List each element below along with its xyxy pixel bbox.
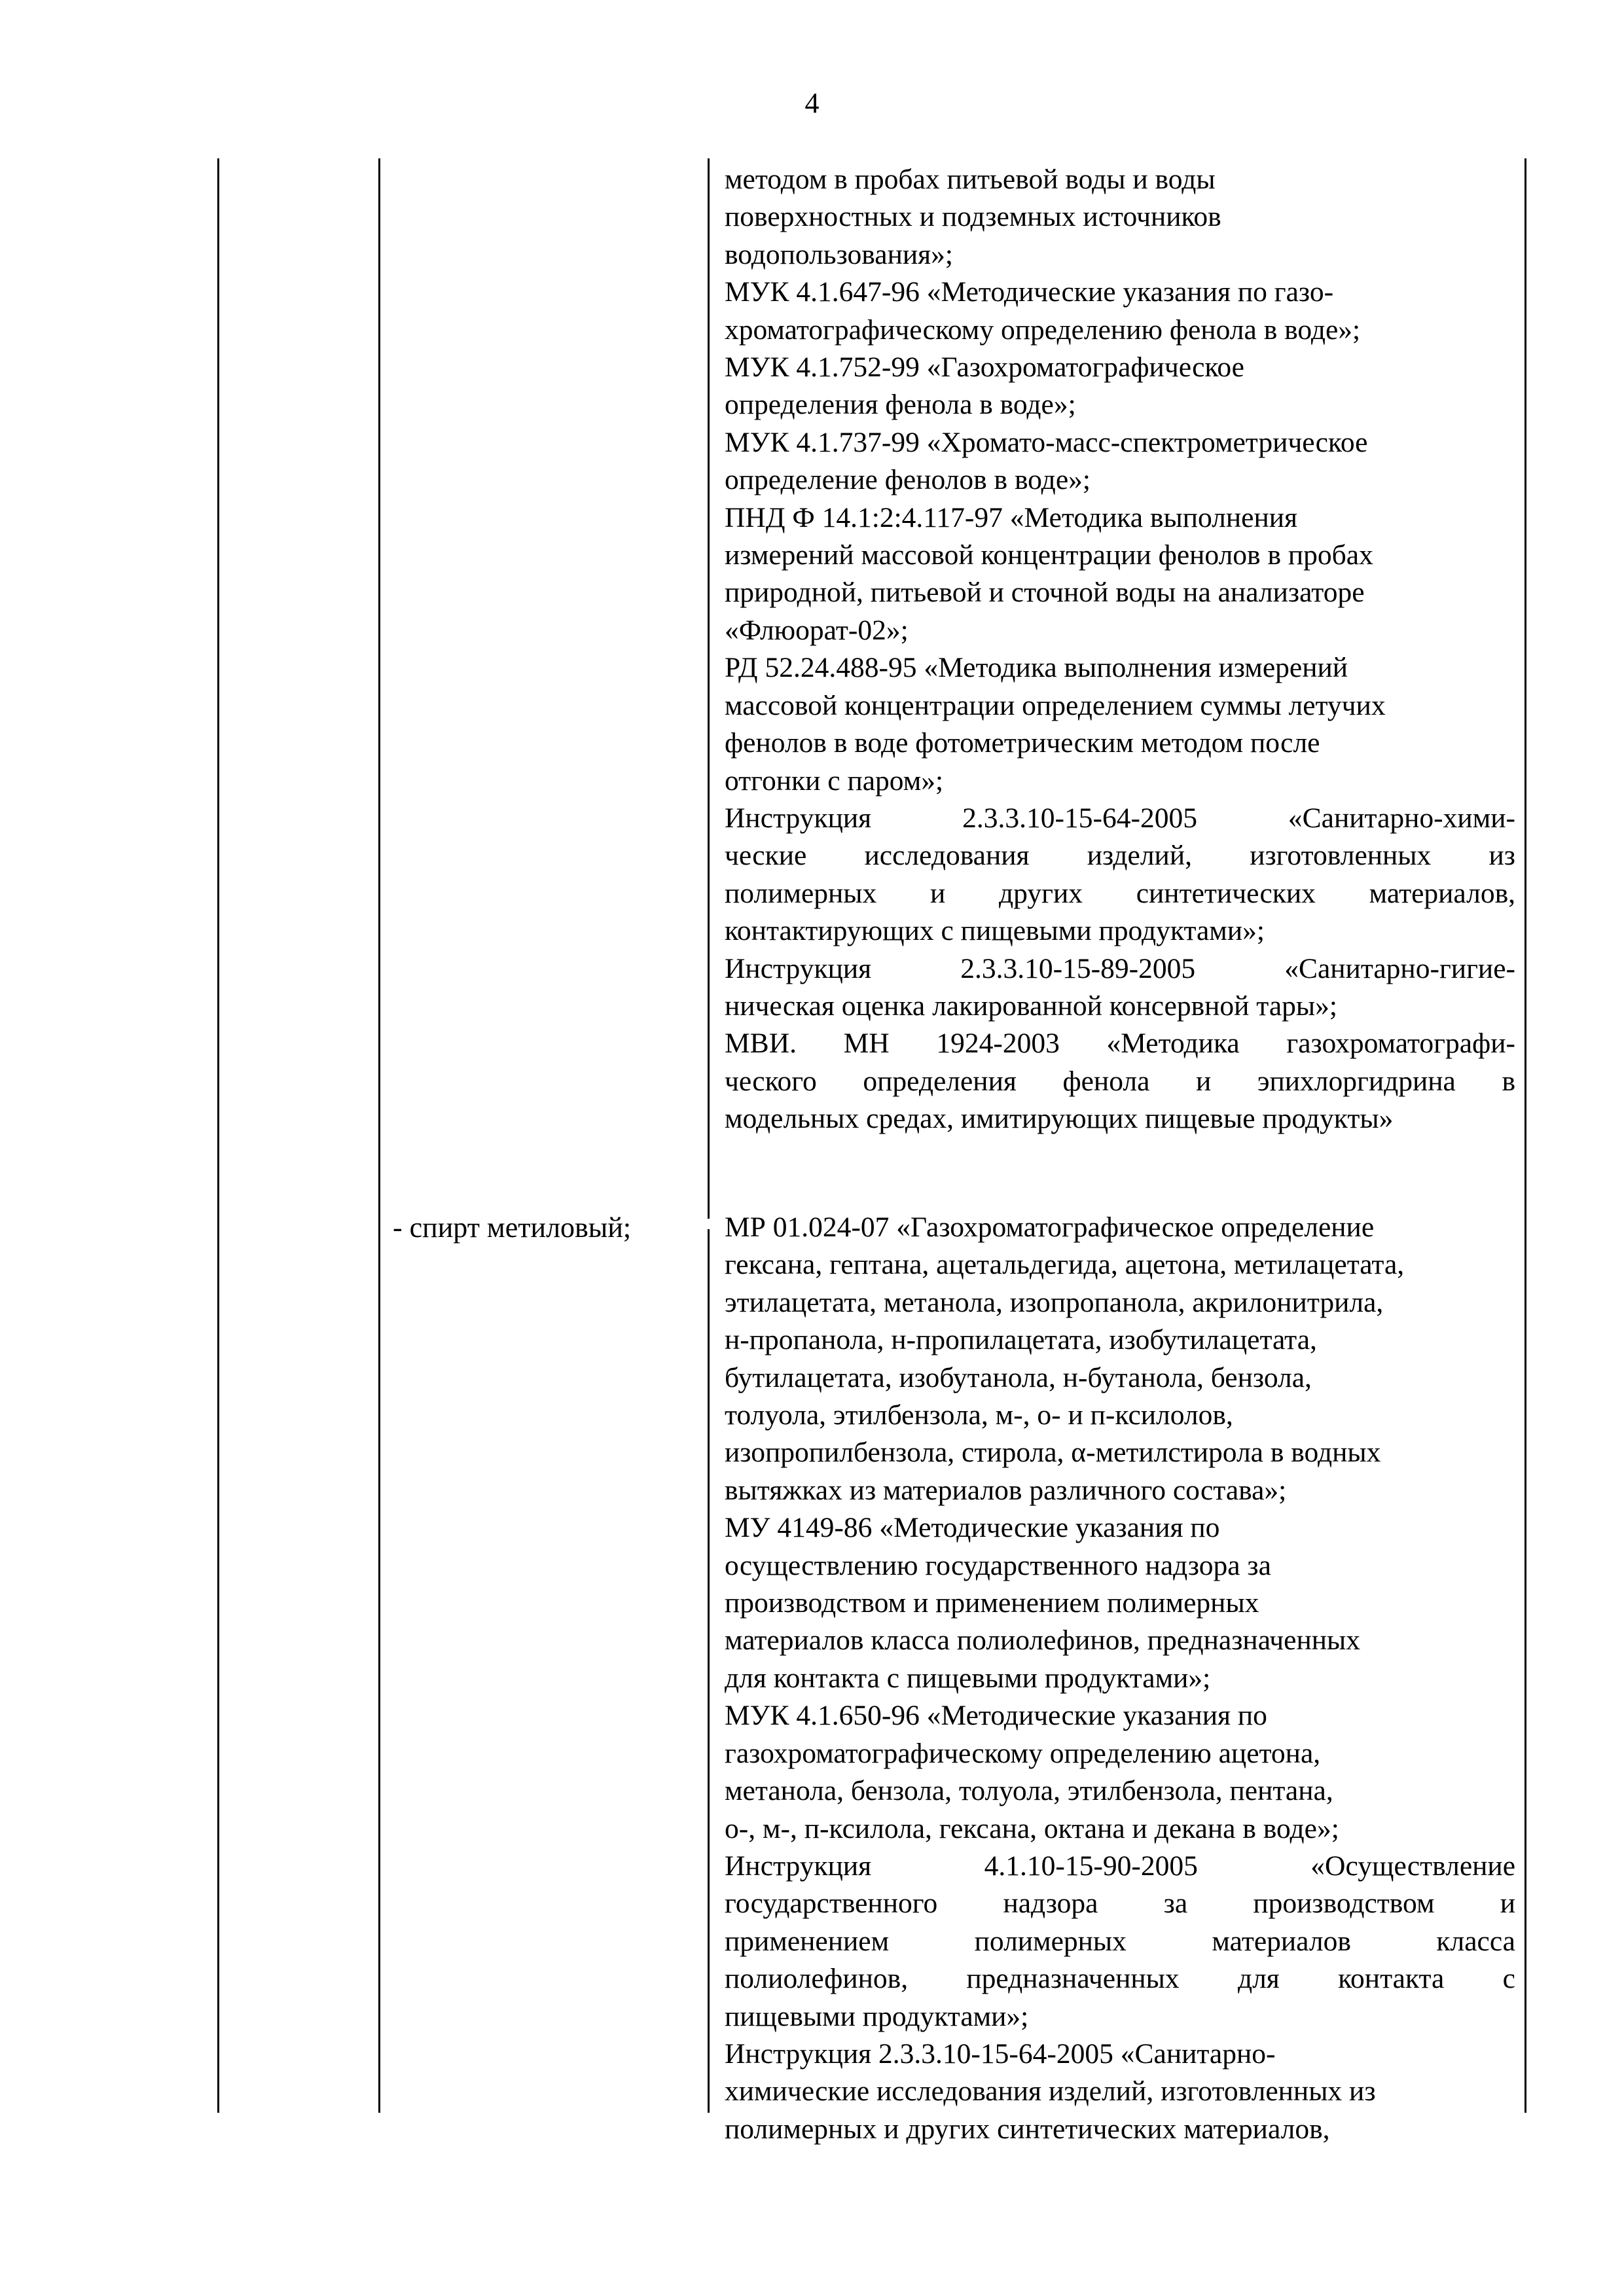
text-line: производством и применением полимерных xyxy=(725,1587,1259,1619)
text-line: ническая оценка лакированной консервной тары»; xyxy=(725,990,1337,1022)
text-line: массовой концентрации определением суммы летучих xyxy=(725,689,1386,721)
text-line: МУК 4.1.650-96 «Методические указания по xyxy=(725,1700,1267,1732)
text-line: «Флюорат-02»; xyxy=(725,614,909,646)
text-line: полимерных и других синтетических материалов, xyxy=(725,877,1515,909)
text-line: газохроматографическому определению ацетона, xyxy=(725,1737,1321,1769)
text-line: МВИ. МН 1924-2003 «Методика газохроматографи- xyxy=(725,1028,1515,1060)
text-line: изопропилбензола, стирола, α-метилстирола в водных xyxy=(725,1437,1381,1469)
text-line: осуществлению государственного надзора за xyxy=(725,1549,1271,1581)
text-line: хроматографическому определению фенола в воде»; xyxy=(725,314,1361,346)
text-line: контактирующих с пищевыми продуктами»; xyxy=(725,915,1265,947)
text-line: фенолов в воде фотометрическим методом после xyxy=(725,727,1320,759)
text-line: модельных средах, имитирующих пищевые продукты» xyxy=(725,1103,1394,1135)
text-line: поверхностных и подземных источников xyxy=(725,201,1221,233)
text-line: о-, м-, п-ксилола, гексана, октана и декана в воде»; xyxy=(725,1812,1339,1844)
text-line: определения фенола в воде»; xyxy=(725,389,1076,421)
page-number: 4 xyxy=(804,87,820,119)
text-line: МУК 4.1.752-99 «Газохроматографическое xyxy=(725,351,1244,384)
text-line: для контакта с пищевыми продуктами»; xyxy=(725,1662,1211,1694)
text-line: МУК 4.1.737-99 «Хромато-масс-спектрометрическое xyxy=(725,426,1368,458)
text-line: метанола, бензола, толуола, этилбензола, пентана, xyxy=(725,1775,1333,1807)
text-line: отгонки с паром»; xyxy=(725,764,944,797)
text-line: полиолефинов, предназначенных для контакта с xyxy=(725,1963,1515,1995)
text-line: ческие исследования изделий, изготовленных из xyxy=(725,840,1515,872)
text-line: методом в пробах питьевой воды и воды xyxy=(725,164,1216,195)
text-line: гексана, гептана, ацетальдегида, ацетона, метилацетата, xyxy=(725,1249,1405,1281)
text-line: определение фенолов в воде»; xyxy=(725,464,1091,496)
text-line: государственного надзора за производством и xyxy=(725,1888,1515,1920)
text-line: Инструкция 2.3.3.10-15-64-2005 «Санитарно- xyxy=(725,2037,1276,2070)
table-column-divider-1 xyxy=(378,158,380,2113)
substance-name-cell: - спирт метиловый; xyxy=(393,1211,632,1244)
text-line: Инструкция 4.1.10-15-90-2005 «Осуществление xyxy=(725,1850,1515,1882)
text-line: Инструкция 2.3.3.10-15-64-2005 «Санитарно-хими- xyxy=(725,802,1515,834)
text-line: полимерных и других синтетических материалов, xyxy=(725,2113,1330,2145)
text-line: измерений массовой концентрации фенолов в пробах xyxy=(725,539,1373,571)
text-line: вытяжках из материалов различного состава»; xyxy=(725,1474,1287,1506)
text-line: МУ 4149-86 «Методические указания по xyxy=(725,1512,1220,1544)
text-line: толуола, этилбензола, м-, о- и п-ксилолов, xyxy=(725,1399,1233,1431)
text-line: химические исследования изделий, изготовленных из xyxy=(725,2075,1376,2108)
table-border-right xyxy=(1525,158,1526,2113)
table-column-divider-2-upper xyxy=(708,158,710,1219)
text-line: материалов класса полиолефинов, предназначенных xyxy=(725,1624,1360,1657)
methods-text-block-phenol xyxy=(725,161,1515,1138)
text-line: РД 52.24.488-95 «Методика выполнения измерений xyxy=(725,652,1348,684)
text-line: МР 01.024-07 «Газохроматографическое определение xyxy=(725,1211,1375,1243)
text-line: н-пропанола, н-пропилацетата, изобутилацетата, xyxy=(725,1324,1317,1356)
text-line: применением полимерных материалов класса xyxy=(725,1925,1515,1957)
text-line: Инструкция 2.3.3.10-15-89-2005 «Санитарно-гигие- xyxy=(725,952,1515,984)
text-line: ческого определения фенола и эпихлоргидрина в xyxy=(725,1065,1515,1097)
methods-text-block-methanol xyxy=(725,1209,1515,2148)
text-line: этилацетата, метанола, изопропанола, акрилонитрила, xyxy=(725,1286,1384,1318)
table-border-left xyxy=(217,158,219,2113)
text-line: пищевыми продуктами»; xyxy=(725,2000,1029,2032)
text-line: бутилацетата, изобутанола, н-бутанола, бензола, xyxy=(725,1361,1312,1393)
text-line: ПНД Ф 14.1:2:4.117-97 «Методика выполнения xyxy=(725,501,1298,533)
text-line: МУК 4.1.647-96 «Методические указания по газо- xyxy=(725,276,1334,308)
table-column-divider-2-lower xyxy=(708,1229,710,2113)
text-line: водопользования»; xyxy=(725,238,953,270)
text-line: природной, питьевой и сточной воды на анализаторе xyxy=(725,577,1365,609)
